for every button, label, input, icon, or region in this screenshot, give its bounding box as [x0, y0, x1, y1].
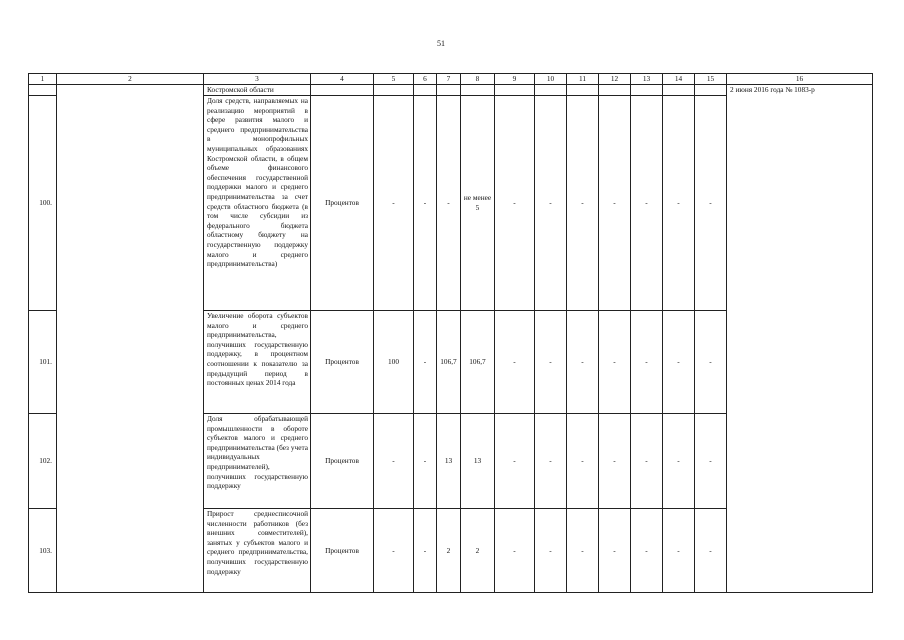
cell	[567, 85, 599, 96]
cell	[535, 85, 567, 96]
value-cell: -	[414, 414, 437, 509]
value-cell: -	[374, 509, 414, 593]
unit-cell: Процентов	[311, 509, 374, 593]
value-cell: -	[535, 414, 567, 509]
value-cell: -	[695, 509, 727, 593]
value-cell: -	[495, 509, 535, 593]
column-header: 4	[311, 74, 374, 85]
column-header: 6	[414, 74, 437, 85]
unit-cell: Процентов	[311, 414, 374, 509]
decree-date-cell: 2 июня 2016 года № 1083-р	[727, 85, 873, 593]
column-header: 14	[663, 74, 695, 85]
value-cell: 2	[437, 509, 461, 593]
value-cell: -	[663, 96, 695, 311]
unit-cell: Процентов	[311, 96, 374, 311]
value-cell: -	[535, 509, 567, 593]
value-cell: -	[663, 311, 695, 414]
value-cell: 13	[461, 414, 495, 509]
column-header: 12	[599, 74, 631, 85]
value-cell: -	[631, 414, 663, 509]
cell	[695, 85, 727, 96]
indicator-name: Прирост среднесписочной численности работников (без внешних совместителей), занятых у субъектов малого и среднего предпринимательства, получивших государственную поддержку	[204, 509, 311, 593]
row-number: 100.	[29, 96, 57, 311]
value-cell: -	[567, 414, 599, 509]
column-header: 10	[535, 74, 567, 85]
value-cell: -	[495, 414, 535, 509]
row-number: 103.	[29, 509, 57, 593]
value-cell: -	[631, 509, 663, 593]
column-header: 2	[57, 74, 204, 85]
value-cell: 106,7	[437, 311, 461, 414]
value-cell: -	[495, 311, 535, 414]
cell	[631, 85, 663, 96]
value-cell: 100	[374, 311, 414, 414]
row-number: 101.	[29, 311, 57, 414]
value-cell: -	[414, 96, 437, 311]
value-cell: -	[414, 311, 437, 414]
column-2-cell	[57, 85, 204, 593]
value-cell: -	[631, 311, 663, 414]
column-header: 15	[695, 74, 727, 85]
indicator-name: Доля средств, направляемых на реализацию мероприятий в сфере развития малого и среднего предпринимательства в монопрофильных муниципальных образованиях Костромской области, в общем объеме финансового обеспечения государственной поддержки малого и среднего предпринимательства за счет средств областного бюджета (в том числе субсидии из федерального бюджета областному бюджету на государственную поддержку малого и среднего предпринимательства)	[204, 96, 311, 311]
column-header: 16	[727, 74, 873, 85]
column-header: 3	[204, 74, 311, 85]
cell	[461, 85, 495, 96]
column-number-row	[29, 74, 873, 85]
indicator-name: Доля обрабатывающей промышленности в обороте субъектов малого и среднего предпринимательства (без учета индивидуальных предпринимателей), получивших государственную поддержку	[204, 414, 311, 509]
column-header: 7	[437, 74, 461, 85]
value-cell: -	[631, 96, 663, 311]
value-cell: -	[567, 311, 599, 414]
cell	[495, 85, 535, 96]
value-cell: -	[599, 96, 631, 311]
column-header: 13	[631, 74, 663, 85]
value-cell: 2	[461, 509, 495, 593]
value-cell: -	[374, 96, 414, 311]
value-cell: -	[599, 509, 631, 593]
value-cell: не менее 5	[461, 96, 495, 311]
unit-cell: Процентов	[311, 311, 374, 414]
value-cell: 13	[437, 414, 461, 509]
value-cell: -	[567, 509, 599, 593]
row-number: 102.	[29, 414, 57, 509]
value-cell: 106,7	[461, 311, 495, 414]
region-row	[29, 85, 873, 96]
value-cell: -	[535, 96, 567, 311]
cell	[374, 85, 414, 96]
page-number: 51	[437, 39, 445, 48]
column-header: 9	[495, 74, 535, 85]
value-cell: -	[567, 96, 599, 311]
value-cell: -	[695, 96, 727, 311]
value-cell: -	[663, 414, 695, 509]
column-header: 1	[29, 74, 57, 85]
value-cell: -	[695, 414, 727, 509]
column-header: 5	[374, 74, 414, 85]
cell	[311, 85, 374, 96]
value-cell: -	[495, 96, 535, 311]
cell	[599, 85, 631, 96]
value-cell: -	[599, 414, 631, 509]
cell	[663, 85, 695, 96]
cell	[414, 85, 437, 96]
column-header: 11	[567, 74, 599, 85]
value-cell: -	[437, 96, 461, 311]
indicator-name: Увеличение оборота субъектов малого и среднего предпринимательства, получивших государственную поддержку, в процентном соотношении к показателю за предыдущий период в постоянных ценах 2014 года	[204, 311, 311, 414]
value-cell: -	[535, 311, 567, 414]
region-cell: Костромской области	[204, 85, 311, 96]
column-header: 8	[461, 74, 495, 85]
value-cell: -	[414, 509, 437, 593]
indicators-table	[28, 73, 873, 593]
value-cell: -	[374, 414, 414, 509]
cell	[29, 85, 57, 96]
cell	[437, 85, 461, 96]
value-cell: -	[599, 311, 631, 414]
value-cell: -	[663, 509, 695, 593]
value-cell: -	[695, 311, 727, 414]
